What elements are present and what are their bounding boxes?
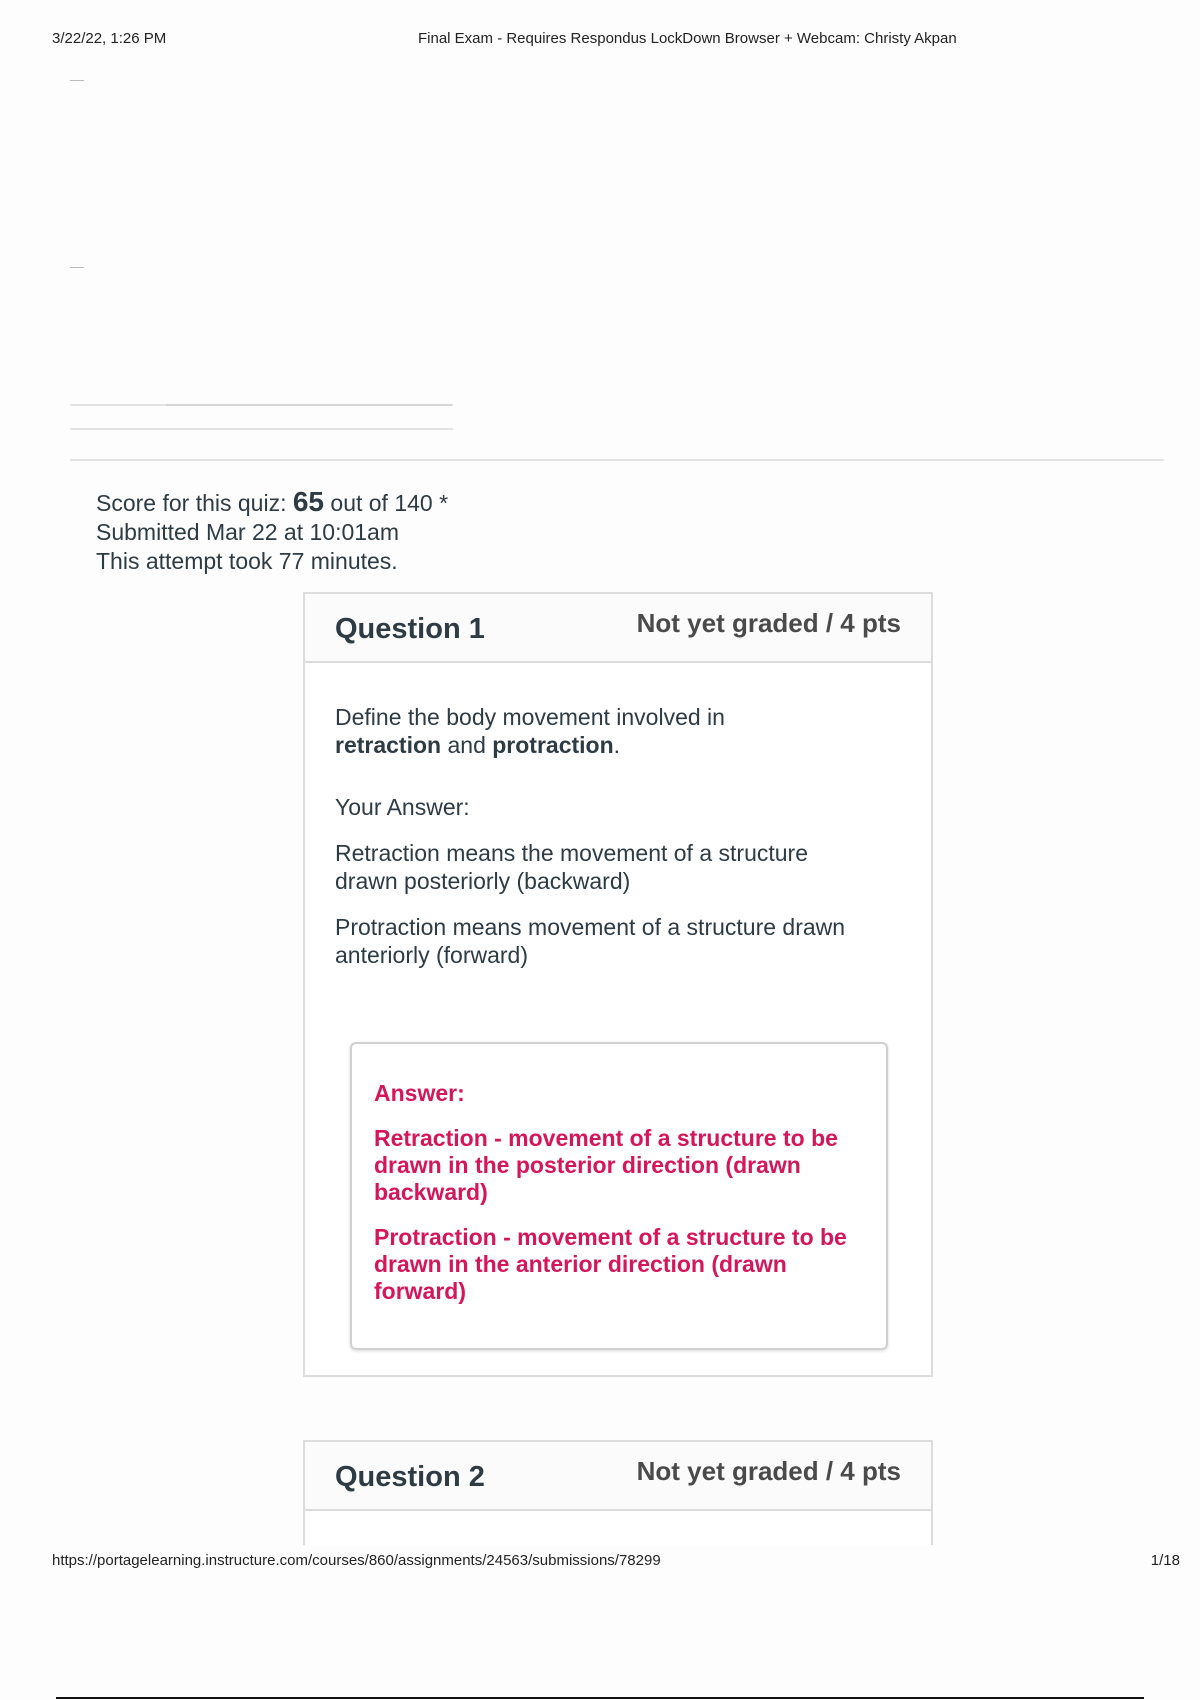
question-text-part: Define the body movement involved in: [335, 704, 725, 730]
page-url: https://portagelearning.instructure.com/courses/860/assignments/24563/submissions/78299: [52, 1552, 661, 1569]
print-header: [52, 30, 1090, 50]
score-value: 65: [292, 486, 325, 517]
correct-answer-box: [350, 1042, 888, 1350]
question-points: Not yet graded / 4 pts: [636, 608, 901, 638]
attempt-duration: This attempt took 77 minutes.: [96, 548, 398, 574]
question-text-part: .: [613, 732, 621, 758]
answer-label: Answer:: [374, 1080, 465, 1106]
correct-answer-text: Protraction - movement of a structure to be drawn in the anterior direction (drawn forward): [374, 1224, 847, 1304]
page-number: 1/18: [1150, 1552, 1180, 1569]
print-page-title: Final Exam - Requires Respondus LockDown Browser + Webcam: Christy Akpan: [418, 30, 957, 47]
question-header: [305, 594, 931, 663]
print-footer: [52, 1552, 1180, 1572]
score-line: [96, 487, 448, 518]
question-header: [305, 1442, 931, 1511]
question-points: Not yet graded / 4 pts: [636, 1456, 901, 1486]
score-suffix: out of 140 *: [324, 490, 449, 516]
question-card: [303, 1440, 933, 1545]
question-card: [303, 592, 933, 1377]
your-answer-label: Your Answer:: [335, 794, 470, 820]
divider: [70, 267, 84, 268]
question-title: Question 2: [335, 1461, 485, 1493]
print-date: 3/22/22, 1:26 PM: [52, 30, 167, 47]
quiz-score-summary: [96, 487, 448, 576]
correct-answer-text: Retraction - movement of a structure to be drawn in the posterior direction (drawn backward): [374, 1125, 838, 1205]
divider: [70, 80, 84, 81]
question-term-protraction: protraction: [492, 732, 614, 758]
divider: [56, 1697, 1144, 1699]
question-text-part: and: [441, 732, 493, 758]
question-title: Question 1: [335, 613, 485, 645]
score-prefix: Score for this quiz:: [96, 490, 293, 516]
divider: [70, 459, 1164, 461]
divider: [166, 404, 452, 406]
your-answer-text: Protraction means movement of a structure drawn anteriorly (forward): [335, 914, 846, 968]
submitted-time: Submitted Mar 22 at 10:01am: [96, 519, 399, 545]
divider: [70, 428, 453, 430]
your-answer-text: Retraction means the movement of a structure drawn posteriorly (backward): [335, 840, 808, 894]
question-body: [305, 663, 931, 969]
question-term-retraction: retraction: [335, 732, 442, 758]
question-text: [335, 703, 725, 759]
